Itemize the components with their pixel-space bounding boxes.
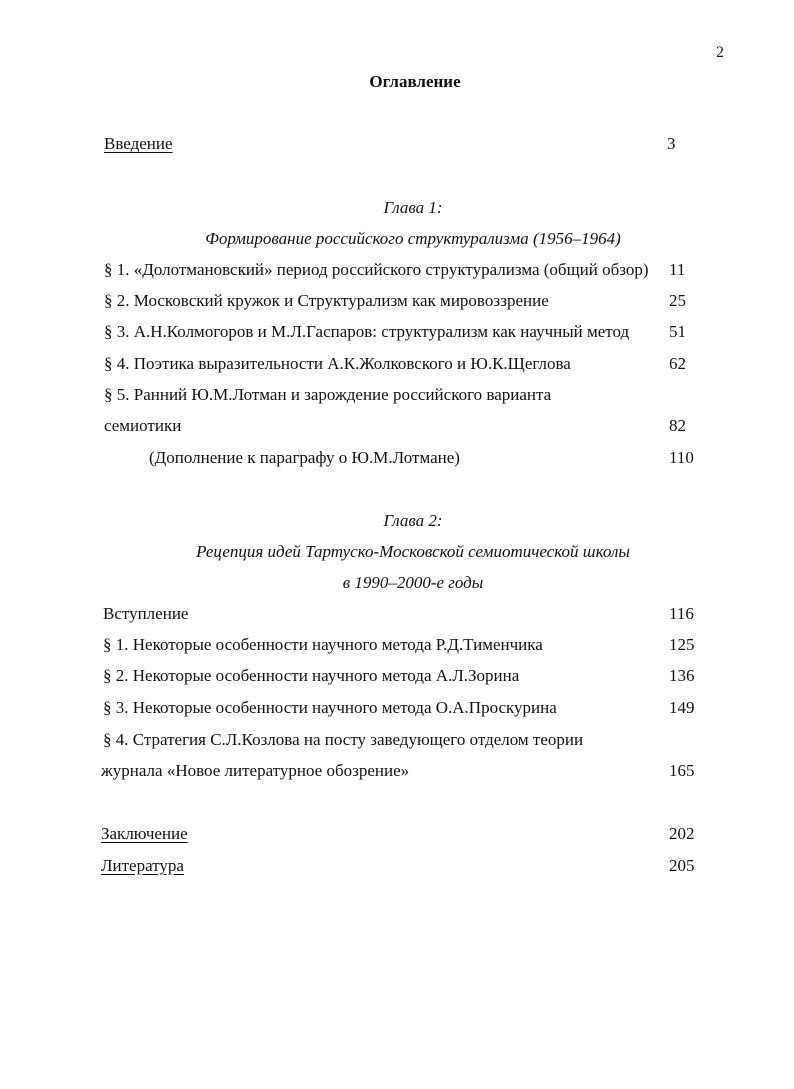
toc-page: 62 bbox=[669, 354, 686, 373]
toc-page: 11 bbox=[669, 260, 686, 279]
toc-entry[interactable]: Вступление bbox=[103, 604, 189, 623]
toc-entry[interactable]: § 4. Поэтика выразительности А.К.Жолковского и Ю.К.Щеглова bbox=[104, 354, 571, 373]
toc-page: 25 bbox=[669, 291, 686, 310]
toc-page: 51 bbox=[669, 322, 686, 341]
page-title: Оглавление bbox=[369, 72, 461, 91]
toc-entry[interactable]: § 4. Стратегия С.Л.Козлова на посту заведующего отделом теории bbox=[103, 730, 584, 749]
toc-page: 205 bbox=[669, 856, 695, 875]
toc-entry[interactable]: § 1. Некоторые особенности научного метода Р.Д.Тименчика bbox=[103, 635, 543, 654]
toc-entry[interactable]: § 2. Некоторые особенности научного метода А.Л.Зорина bbox=[103, 666, 520, 685]
toc-entry[interactable]: § 3. А.Н.Колмогоров и М.Л.Гаспаров: структурализм как научный метод bbox=[104, 322, 630, 341]
page-number: 2 bbox=[716, 44, 724, 61]
toc-entry-continued[interactable]: семиотики bbox=[104, 416, 182, 435]
toc-page: 202 bbox=[669, 824, 695, 843]
toc-page: 149 bbox=[669, 698, 695, 717]
chapter2-heading: Глава 2: bbox=[383, 511, 443, 530]
chapter2-subtitle: Рецепция идей Тартуско-Московской семиотической школы bbox=[196, 542, 630, 561]
toc-page: 116 bbox=[669, 604, 694, 623]
toc-entry-literature[interactable]: Литература bbox=[101, 856, 184, 875]
chapter1-subtitle: Формирование российского структурализма (1956–1964) bbox=[205, 229, 621, 248]
toc-page: 165 bbox=[669, 761, 695, 780]
toc-entry[interactable]: § 2. Московский кружок и Структурализм как мировоззрение bbox=[104, 291, 549, 310]
toc-page: 136 bbox=[669, 666, 695, 685]
toc-entry-appendix[interactable]: (Дополнение к параграфу о Ю.М.Лотмане) bbox=[149, 448, 460, 467]
chapter1-heading: Глава 1: bbox=[383, 198, 443, 217]
toc-entry[interactable]: § 1. «Долотмановский» период российского структурализма (общий обзор) bbox=[104, 260, 649, 279]
toc-entry-conclusion[interactable]: Заключение bbox=[101, 824, 188, 843]
toc-entry[interactable]: § 5. Ранний Ю.М.Лотман и зарождение российского варианта bbox=[104, 385, 552, 404]
toc-page: 110 bbox=[669, 448, 694, 467]
toc-entry-intro[interactable]: Введение bbox=[104, 134, 173, 153]
toc-entry[interactable]: § 3. Некоторые особенности научного метода О.А.Проскурина bbox=[103, 698, 557, 717]
toc-page-intro: 3 bbox=[667, 134, 676, 153]
chapter2-subtitle-line2: в 1990–2000-е годы bbox=[342, 573, 484, 592]
toc-entry-continued[interactable]: журнала «Новое литературное обозрение» bbox=[101, 761, 410, 780]
toc-page: 82 bbox=[669, 416, 686, 435]
toc-page: 125 bbox=[669, 635, 695, 654]
